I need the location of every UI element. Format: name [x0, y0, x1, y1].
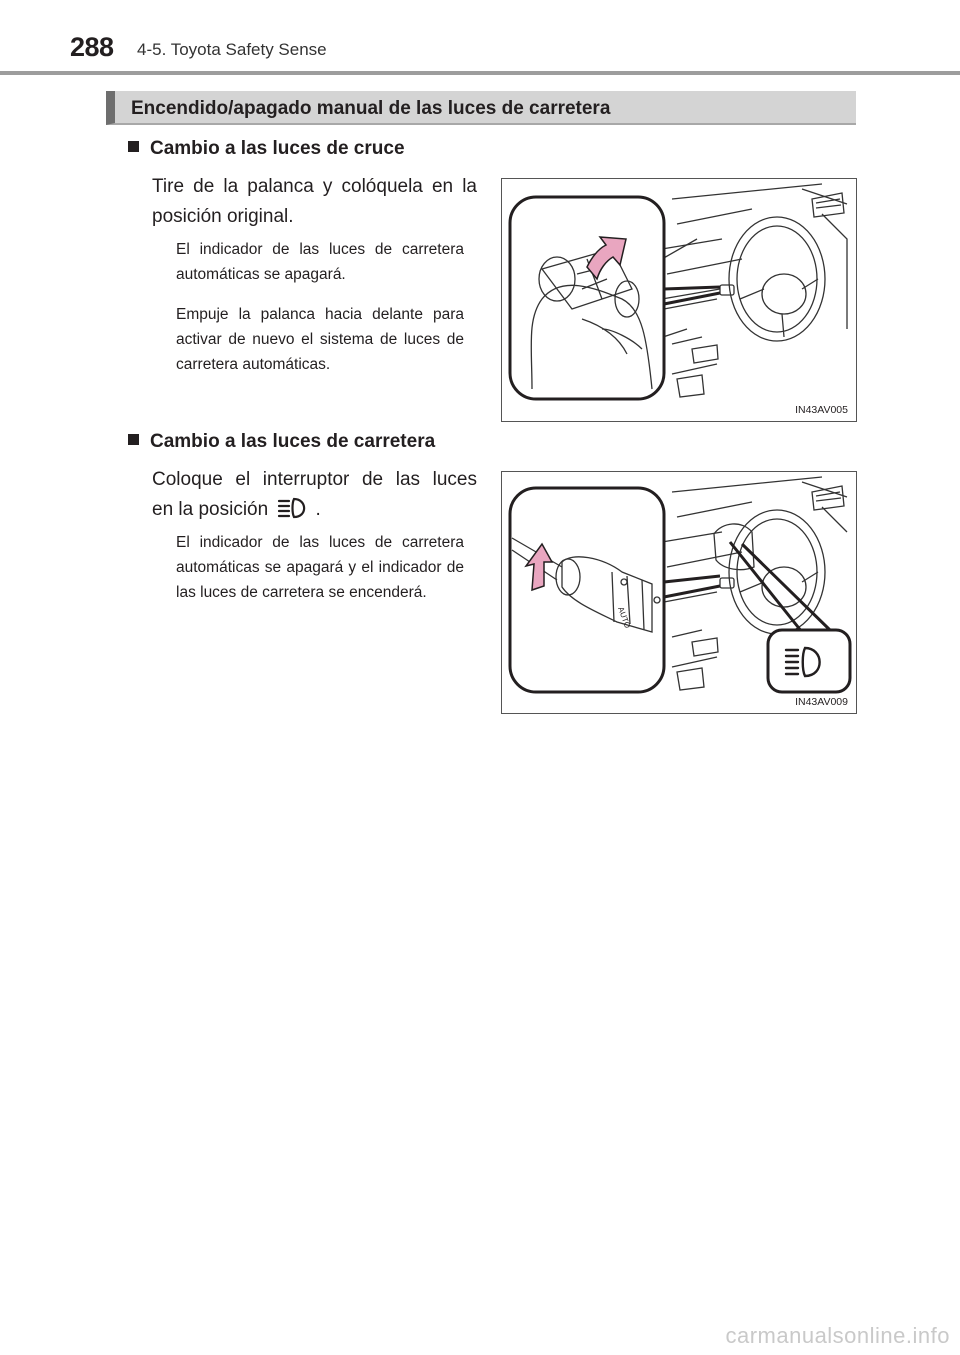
instruction-high-beam [152, 465, 477, 525]
subheading-high-beam: Cambio a las luces de carretera [128, 431, 435, 453]
callout-lever-detail [510, 197, 720, 399]
figure-high-beam [501, 471, 857, 714]
illustration-low-beam [502, 179, 858, 423]
note-indicators-switch: El indicador de las luces de carretera automáticas se apagará y el indicador de las luces de carretera se encenderá. [176, 534, 464, 601]
page-number: 288 [70, 32, 114, 62]
instruction-line: Coloque el interruptor de las luces [152, 469, 477, 490]
indicator-callout [730, 542, 850, 692]
high-beam-icon [277, 497, 311, 519]
figure-code: IN43AV009 [795, 696, 848, 708]
figure-low-beam [501, 178, 857, 422]
figure-code: IN43AV005 [795, 404, 848, 416]
note-indicator-off: El indicador de las luces de carretera automáticas se apagará. [176, 241, 464, 283]
watermark: carmanualsonline.info [725, 1323, 950, 1348]
callout-lever-detail [510, 488, 720, 692]
instruction-low-beam [152, 172, 477, 232]
section-heading-text: Encendido/apagado manual de las luces de carretera [131, 98, 611, 119]
illustration-high-beam [502, 472, 858, 715]
instruction-line: posición original. [152, 206, 294, 227]
square-bullet-icon [128, 141, 139, 152]
instruction-line: Tire de la palanca y colóquela en la [152, 176, 477, 197]
square-bullet-icon [128, 434, 139, 445]
subheading-low-beam: Cambio a las luces de cruce [128, 138, 405, 160]
instruction-line-2: en la posición . [152, 499, 321, 520]
note-reactivate: Empuje la palanca hacia delante para activar de nuevo el sistema de luces de carretera automáticas. [176, 306, 464, 373]
section-heading [106, 91, 856, 125]
header-divider [0, 71, 960, 75]
lever-auto-label: AUTO [616, 605, 633, 630]
chapter-title: 4-5. Toyota Safety Sense [137, 40, 327, 59]
